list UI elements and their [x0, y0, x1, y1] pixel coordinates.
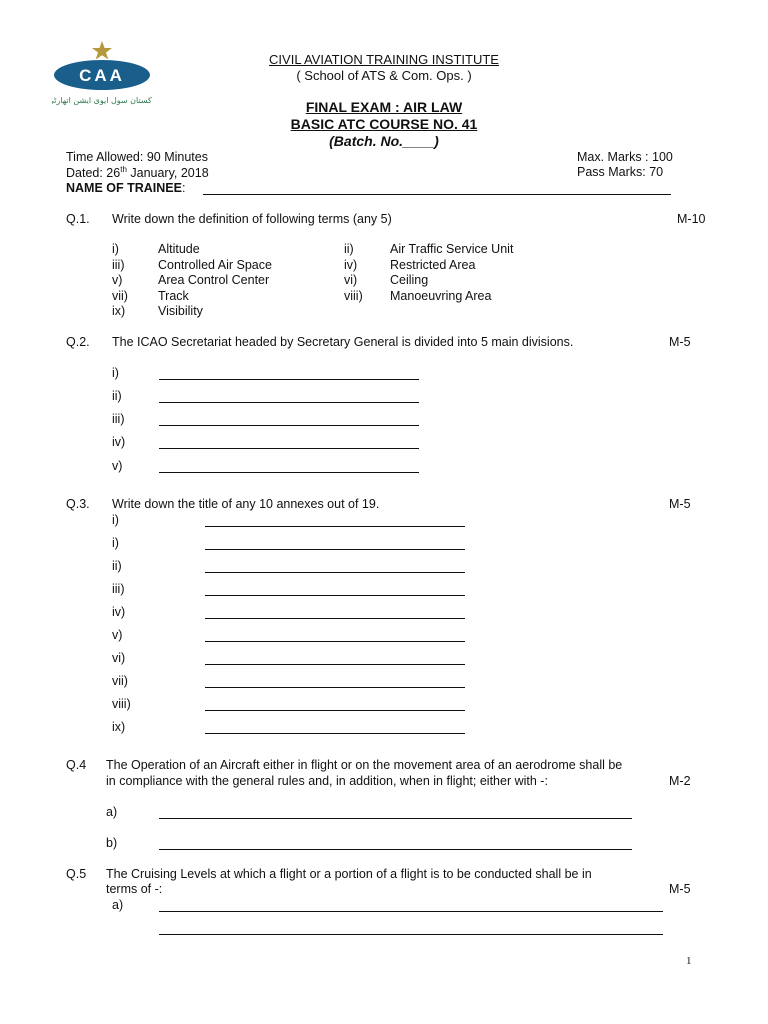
q3-item-number: i) [112, 536, 119, 550]
q3-item-number: vii) [112, 674, 128, 688]
q2-answer-line[interactable] [159, 472, 419, 473]
q5-item-label: a) [112, 898, 124, 912]
q2-answer-line[interactable] [159, 402, 419, 403]
exam-title: FINAL EXAM : AIR LAW [305, 99, 463, 115]
q1-term-number: iv) [344, 258, 358, 272]
q2-answer-line[interactable] [159, 379, 419, 380]
q2-item-number: ii) [112, 389, 122, 403]
q2-item-number: i) [112, 366, 119, 380]
q1-term: Area Control Center [158, 273, 270, 287]
q3-answer-line[interactable] [205, 618, 465, 619]
q4-answer-line[interactable] [159, 849, 632, 850]
time-allowed: Time Allowed: 90 Minutes [66, 150, 208, 164]
q1-term-number: vi) [344, 273, 358, 287]
q5-answer-line[interactable] [159, 911, 663, 912]
q3-item-number: iv) [112, 605, 126, 619]
q3-item-number: iii) [112, 582, 125, 596]
q3-answer-line[interactable] [205, 572, 465, 573]
max-marks: Max. Marks : 100 [577, 150, 673, 164]
q1-term: Altitude [158, 242, 200, 256]
date-suffix: January, 2018 [126, 166, 209, 181]
q3-item-number: viii) [112, 697, 131, 711]
exam-date [66, 165, 209, 180]
q4-item-label: a) [106, 805, 118, 819]
q3-answer-line[interactable] [205, 595, 465, 596]
logo-urdu-text: پاکستان سول ایوی ایشن اتھارٹی [52, 96, 152, 105]
q3-answer-line[interactable] [205, 641, 465, 642]
q3-answer-line[interactable] [205, 733, 465, 734]
q1-term: Visibility [158, 304, 203, 318]
q3-text: Write down the title of any 10 annexes out of 19. [112, 497, 380, 511]
q3-answer-line[interactable] [205, 687, 465, 688]
q3-item-number: i) [112, 513, 119, 527]
logo-text: CAA [79, 66, 125, 85]
q1-term: Ceiling [390, 273, 429, 287]
q2-item-number: iii) [112, 412, 125, 426]
q1-term-number: ix) [112, 304, 126, 318]
q1-term-number: ii) [344, 242, 354, 256]
q2-marks: M-5 [669, 335, 691, 349]
date-superscript: th [120, 165, 127, 174]
q3-item-number: ix) [112, 720, 126, 734]
page-number: 1 [686, 955, 692, 967]
q4-text-line2: in compliance with the general rules and, in addition, when in flight; either with -: [106, 774, 548, 788]
q1-term-number: iii) [112, 258, 125, 272]
q4-marks: M-2 [669, 774, 691, 788]
batch-number: (Batch. No.____) [329, 133, 439, 149]
course-title: BASIC ATC COURSE NO. 41 [290, 116, 478, 132]
q5-text-line2: terms of -: [106, 882, 163, 896]
q5-answer-line[interactable] [159, 934, 663, 935]
q3-answer-line[interactable] [205, 664, 465, 665]
q5-marks: M-5 [669, 882, 691, 896]
q3-item-number: vi) [112, 651, 126, 665]
q4-item-label: b) [106, 836, 118, 850]
q5-number: Q.5 [66, 867, 87, 881]
q1-term: Track [158, 289, 189, 303]
pass-marks: Pass Marks: 70 [577, 165, 664, 179]
q1-term: Restricted Area [390, 258, 476, 272]
q1-term: Manoeuvring Area [390, 289, 492, 303]
q4-number: Q.4 [66, 758, 87, 772]
q1-term: Air Traffic Service Unit [390, 242, 514, 256]
q3-item-number: ii) [112, 559, 122, 573]
q2-item-number: v) [112, 459, 123, 473]
school-name: ( School of ATS & Com. Ops. ) [296, 68, 472, 83]
trainee-name-label [66, 181, 185, 195]
q3-number: Q.3. [66, 497, 90, 511]
q1-term-number: viii) [344, 289, 363, 303]
q2-text: The ICAO Secretariat headed by Secretary General is divided into 5 main divisions. [112, 335, 574, 349]
institute-name: CIVIL AVIATION TRAINING INSTITUTE [269, 52, 499, 67]
q3-answer-line[interactable] [205, 526, 465, 527]
q4-answer-line[interactable] [159, 818, 632, 819]
q1-term-number: i) [112, 242, 119, 256]
trainee-label: NAME OF TRAINEE [66, 181, 182, 195]
q2-number: Q.2. [66, 335, 90, 349]
q2-item-number: iv) [112, 435, 126, 449]
trainee-colon: : [181, 181, 186, 195]
q1-term: Controlled Air Space [158, 258, 272, 272]
q2-answer-line[interactable] [159, 425, 419, 426]
q3-answer-line[interactable] [205, 549, 465, 550]
q5-text-line1: The Cruising Levels at which a flight or a portion of a flight is to be conducted shall be in [106, 867, 592, 881]
date-prefix: Dated: 26 [66, 166, 121, 181]
q4-text-line1: The Operation of an Aircraft either in flight or on the movement area of an aerodrome shall be [106, 758, 623, 772]
q3-answer-line[interactable] [205, 710, 465, 711]
trainee-name-field[interactable] [203, 194, 671, 195]
q3-item-number: v) [112, 628, 123, 642]
q1-term-number: v) [112, 273, 123, 287]
q1-term-number: vii) [112, 289, 128, 303]
q1-marks: M-10 [677, 212, 706, 226]
q3-marks: M-5 [669, 497, 691, 511]
q1-text: Write down the definition of following terms (any 5) [112, 212, 392, 226]
q1-number: Q.1. [66, 212, 90, 226]
q2-answer-line[interactable] [159, 448, 419, 449]
